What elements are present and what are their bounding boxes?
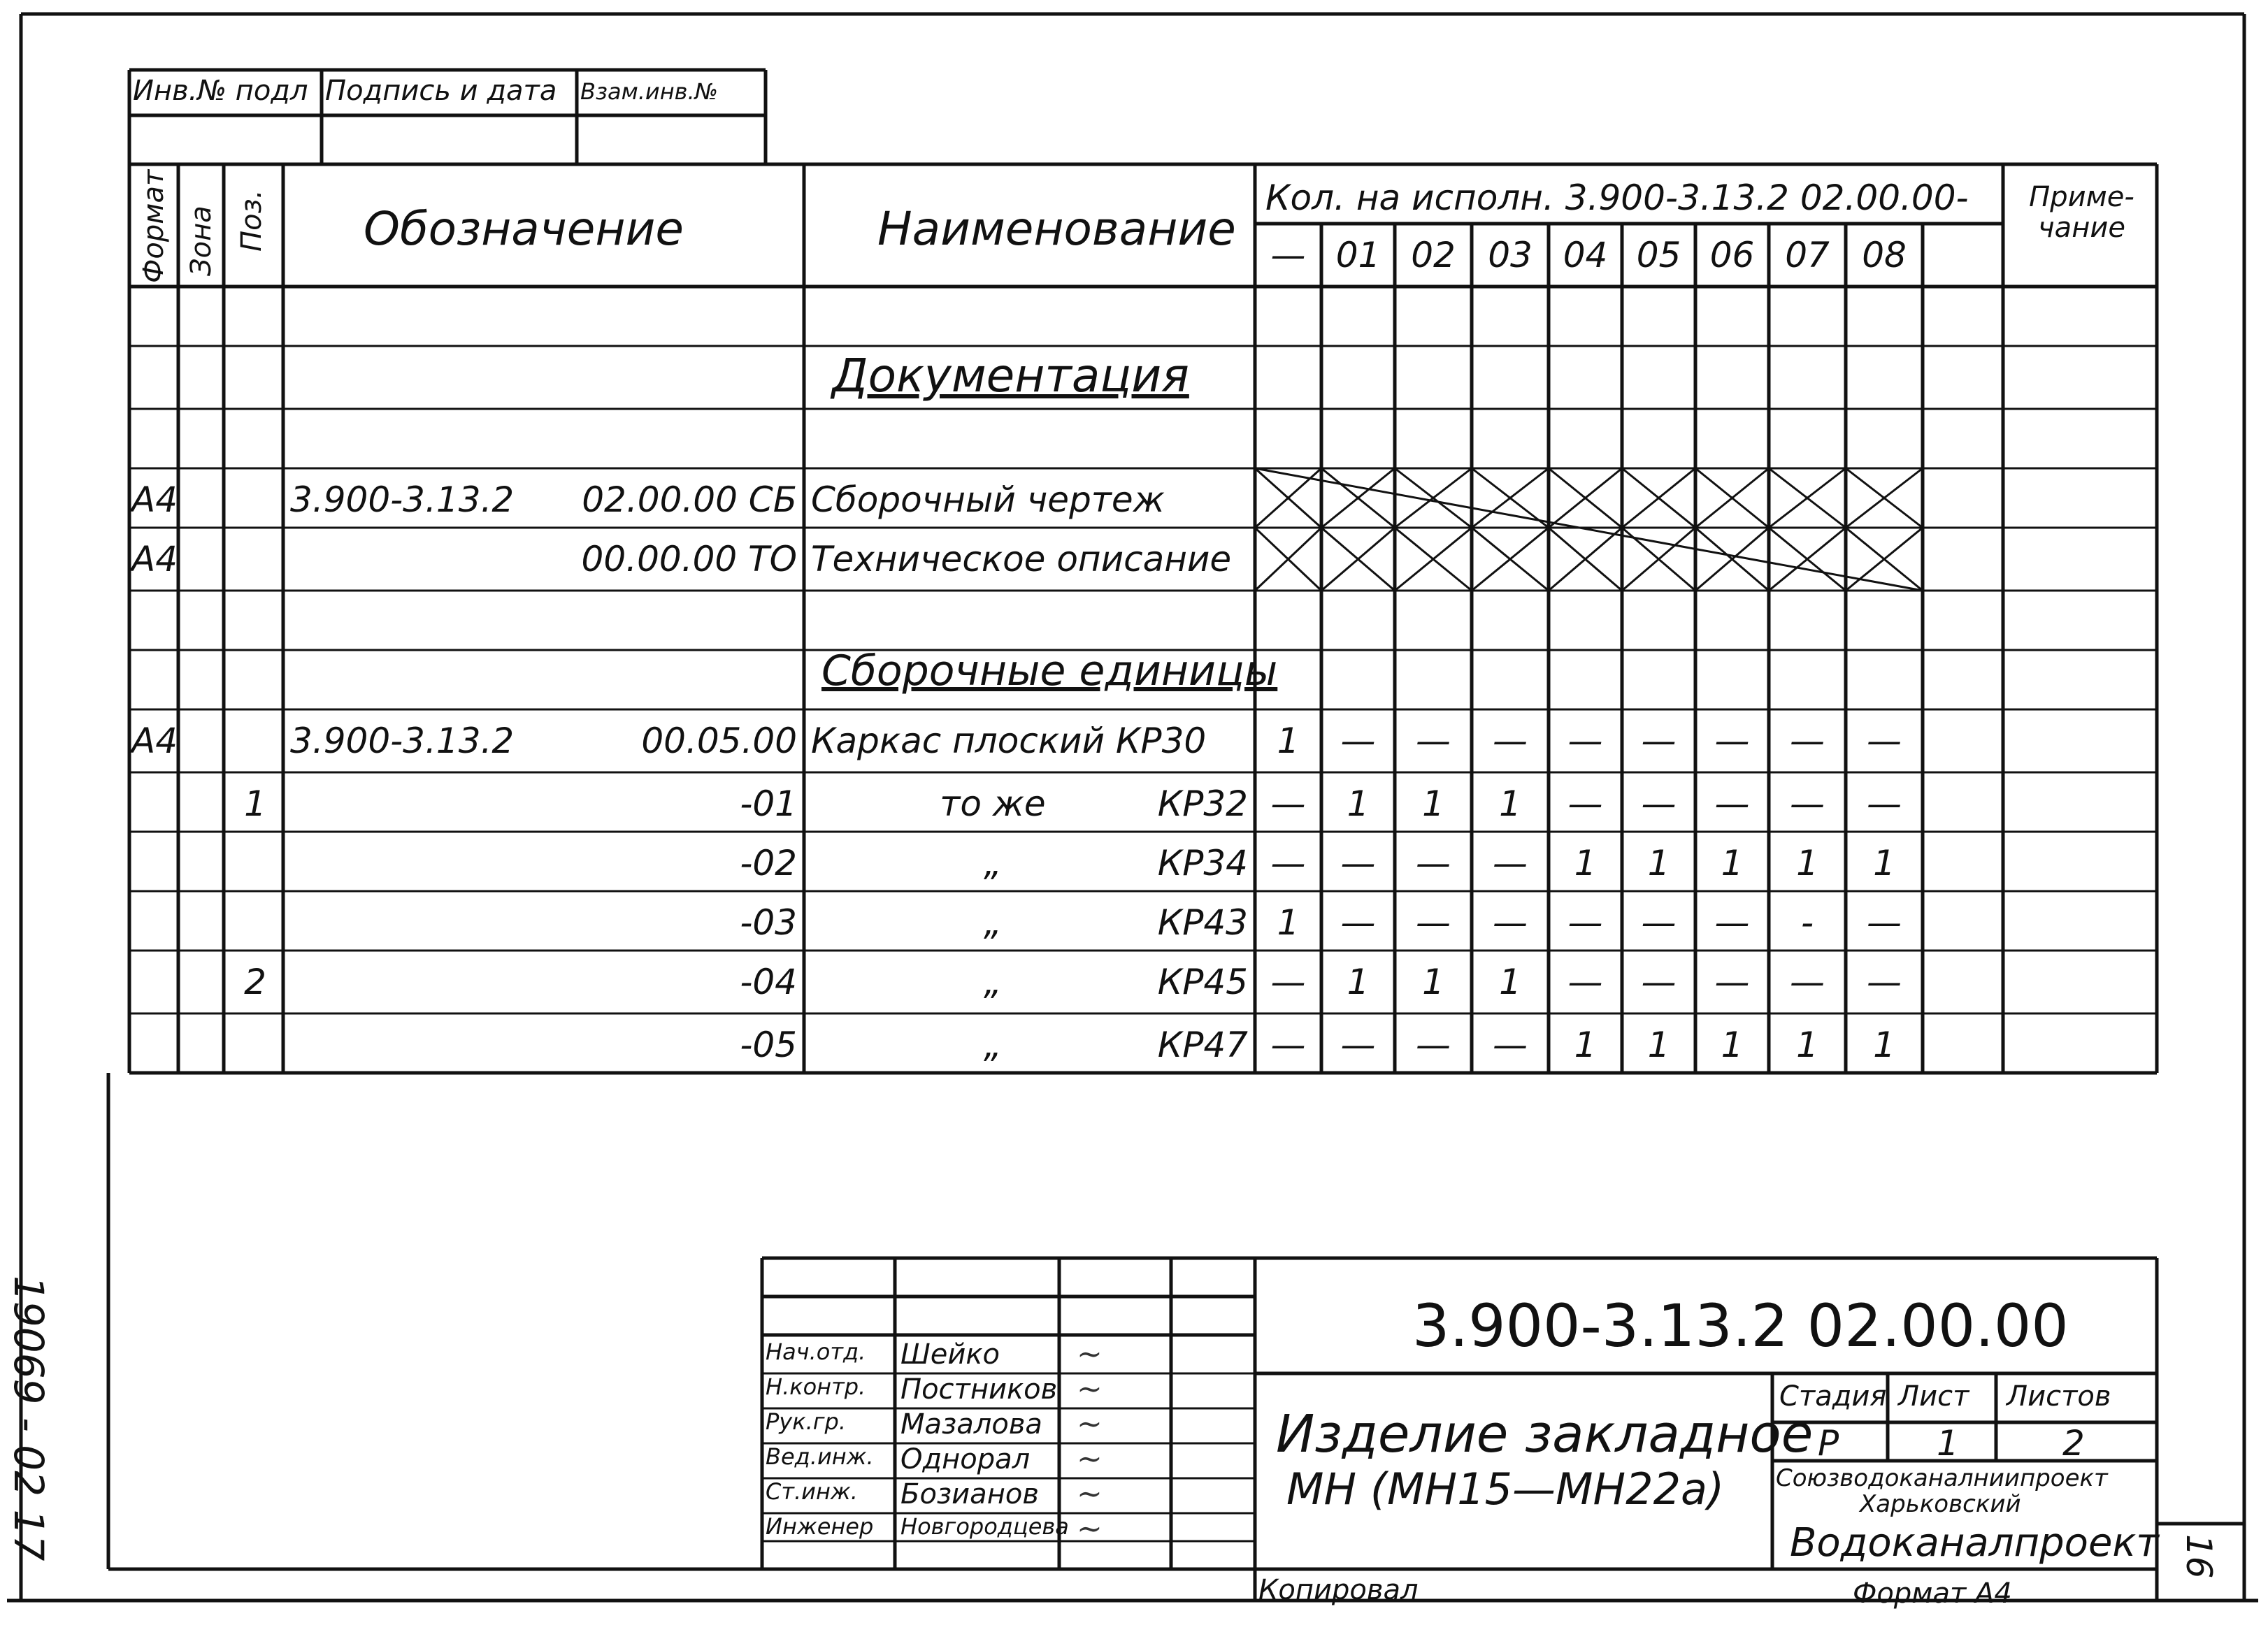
row-qty-cell: — [1641,902,1677,943]
signature-mark: ~ [1077,1476,1103,1512]
row-qty-cell: — [1567,721,1603,761]
row-qty-cell: 1 [1422,784,1444,824]
row-qty-cell: 1 [1873,843,1895,883]
row-qty-cell: — [1714,902,1750,943]
row-format: А4 [131,721,178,761]
col-qty-header: Кол. на исполн. 3.900-3.13.2 02.00.00- [1265,178,1969,218]
row-qty-cell: 1 [1277,902,1300,943]
sheets-value: 2 [2062,1423,2085,1464]
row-qty-cell: — [1416,721,1451,761]
row-designation-code: -02 [740,843,797,883]
row-qty-cell: 1 [1422,962,1444,1002]
row-qty-cell: - [1800,902,1814,943]
row-format: А4 [131,539,178,579]
row-qty-cell: — [1340,843,1376,883]
row-qty-cell: 1 [1574,1025,1597,1065]
staff-name: Мазалова [900,1408,1042,1441]
row-qty-cell: — [1340,1025,1376,1065]
row-name: КР45 [1157,962,1248,1002]
variant-header: 01 [1335,235,1381,275]
section-assemblies: Сборочные единицы [821,647,1278,695]
row-qty-cell: 1 [1796,1025,1818,1065]
sheets-label: Листов [2007,1380,2111,1413]
staff-role: Вед.инж. [766,1443,874,1470]
variant-header: 06 [1709,235,1755,275]
variant-header: 03 [1488,235,1533,275]
row-qty-cell: 1 [1873,1025,1895,1065]
row-name-prefix: „ [984,843,1002,883]
stage-label: Стадия [1779,1380,1887,1413]
row-designation-code: -03 [740,902,797,943]
row-qty-cell: 1 [1347,784,1370,824]
row-qty-cell: 1 [1499,962,1521,1002]
row-qty-cell: — [1790,721,1825,761]
row-qty-cell: 1 [1574,843,1597,883]
row-name-prefix: „ [984,902,1002,943]
stamp-replace-inv-label: Взам.инв.№ [580,78,718,105]
signature-mark: ~ [1077,1406,1103,1442]
staff-name: Бозианов [900,1478,1039,1510]
signature-mark: ~ [1077,1371,1103,1407]
stamp-inv-orig-label: Инв.№ подл [133,75,308,107]
row-qty-cell: — [1867,962,1902,1002]
row-name: КР34 [1157,843,1248,883]
row-name: КР43 [1157,902,1248,943]
title-product-name-2: МН (МН15—МН22а) [1286,1464,1725,1515]
row-qty-cell: — [1567,902,1603,943]
row-qty-cell: — [1270,962,1306,1002]
row-qty-cell: 1 [1647,1025,1670,1065]
row-qty-cell: 1 [1721,843,1744,883]
row-format: А4 [131,479,178,520]
col-designation-header: Обозначение [364,202,684,256]
row-designation: 3.900-3.13.2 [290,479,515,520]
variant-header: 08 [1862,235,1907,275]
row-designation-code: 02.00.00 СБ [582,479,797,520]
row-name: Каркас плоский КР30 [811,721,1207,761]
variant-header: 07 [1785,235,1830,275]
title-doc-code: 3.900-3.13.2 02.00.00 [1412,1292,2069,1360]
signature-mark: ~ [1077,1336,1103,1372]
staff-name: Однорал [900,1443,1031,1475]
row-name: КР32 [1157,784,1248,824]
row-qty-cell: — [1270,1025,1306,1065]
row-designation-code: -01 [740,784,797,824]
row-qty-cell: 1 [1721,1025,1744,1065]
col-format-header: Формат [138,169,170,283]
row-qty-cell: 1 [1277,721,1300,761]
row-qty-cell: — [1416,843,1451,883]
staff-role: Рук.гр. [766,1408,847,1435]
row-qty-cell: 1 [1647,843,1670,883]
row-qty-cell: — [1867,902,1902,943]
row-qty-cell: — [1493,721,1528,761]
variant-header: — [1270,235,1306,275]
row-qty-cell: — [1567,962,1603,1002]
row-qty-cell: — [1714,962,1750,1002]
row-designation-code: 00.05.00 [641,721,797,761]
col-note-header: Приме- чание [2029,181,2134,244]
side-archive-number: 19069 - 02 17 [5,1276,52,1561]
row-qty-cell: — [1790,784,1825,824]
format-label: Формат А4 [1853,1577,2012,1610]
row-name-prefix: „ [984,1025,1002,1065]
row-qty-cell: 1 [1499,784,1521,824]
row-qty-cell: 1 [1796,843,1818,883]
row-qty-cell: — [1641,784,1677,824]
row-qty-cell: — [1790,962,1825,1002]
row-qty-cell: — [1641,721,1677,761]
copied-label: Копировал [1258,1574,1419,1606]
stamp-signature-date-label: Подпись и дата [325,75,557,107]
row-qty-cell: — [1567,784,1603,824]
row-designation-code: -05 [740,1025,797,1065]
row-qty-cell: — [1867,721,1902,761]
row-name-prefix: „ [984,962,1002,1002]
row-qty-cell: — [1493,1025,1528,1065]
signature-mark: ~ [1077,1441,1103,1477]
row-designation-code: 00.00.00 ТО [581,539,797,579]
section-documentation: Документация [832,349,1189,403]
staff-role: Н.контр. [766,1373,866,1400]
row-qty-cell: — [1493,902,1528,943]
row-qty-cell: 1 [1347,962,1370,1002]
row-qty-cell: — [1270,843,1306,883]
row-qty-cell: — [1416,1025,1451,1065]
variant-header: 02 [1411,235,1456,275]
org-line-1: Союзводоканалниипроект [1776,1464,2108,1492]
row-pos: 2 [244,962,266,1002]
col-zone-header: Зона [185,205,217,276]
variant-header: 05 [1636,235,1681,275]
sheet-label: Лист [1898,1380,1969,1413]
col-name-header: Наименование [877,202,1236,256]
sheet-value: 1 [1937,1423,1959,1464]
page-number: 16 [2179,1534,2219,1579]
row-qty-cell: — [1270,784,1306,824]
stage-value: Р [1818,1423,1839,1464]
row-qty-cell: — [1340,721,1376,761]
row-name: Сборочный чертеж [811,479,1165,520]
title-product-name-1: Изделие закладное [1276,1404,1814,1464]
staff-name: Шейко [900,1338,1000,1371]
row-qty-cell: — [1493,843,1528,883]
col-pos-header: Поз. [236,189,268,252]
variant-header: 04 [1563,235,1608,275]
row-designation: 3.900-3.13.2 [290,721,515,761]
row-pos: 1 [244,784,266,824]
row-name-prefix: то же [940,784,1046,824]
org-line-3: Водоканалпроект [1790,1520,2159,1566]
row-name: Техническое описание [811,539,1232,579]
staff-name: Постников [900,1373,1058,1406]
row-qty-cell: — [1641,962,1677,1002]
row-qty-cell: — [1714,784,1750,824]
row-qty-cell: — [1714,721,1750,761]
row-qty-cell: — [1867,784,1902,824]
row-designation-code: -04 [740,962,797,1002]
staff-role: Нач.отд. [766,1338,866,1365]
signature-mark: ~ [1077,1511,1103,1547]
staff-role: Ст.инж. [766,1478,858,1505]
org-line-2: Харьковский [1860,1490,2021,1518]
row-name: КР47 [1157,1025,1248,1065]
row-qty-cell: — [1416,902,1451,943]
row-qty-cell: — [1340,902,1376,943]
staff-role: Инженер [766,1513,874,1540]
staff-name: Новгородцева [900,1513,1069,1540]
